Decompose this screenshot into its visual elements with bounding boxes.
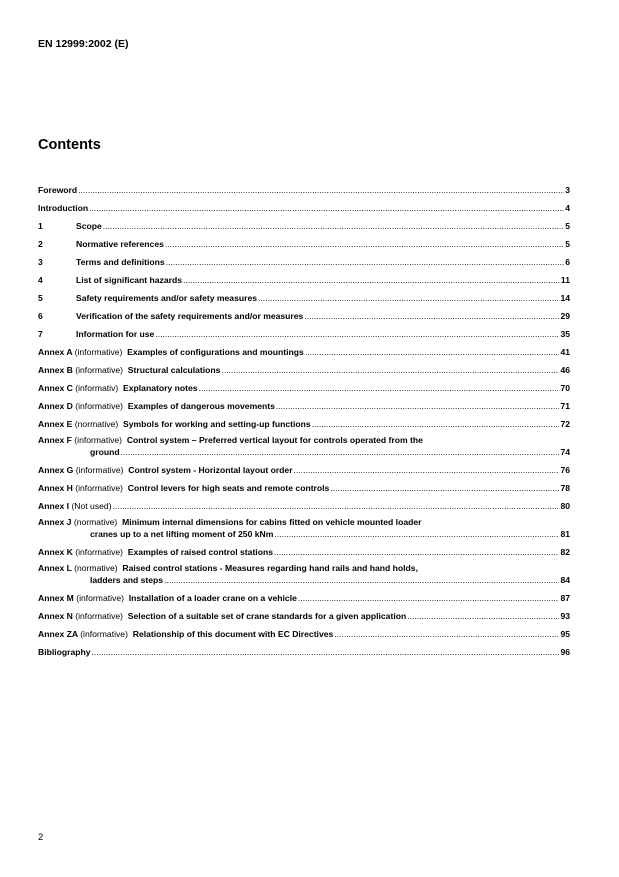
dot-leader [274, 529, 559, 539]
toc-page-number: 76 [560, 465, 570, 475]
dot-leader [330, 483, 559, 493]
toc-page-number: 29 [560, 311, 570, 321]
annex-kind: (informative) [75, 401, 124, 411]
toc-label: Minimum internal dimensions for cabins fitted on vehicle mounted loader [122, 517, 422, 527]
toc-entry-annex-k[interactable] [38, 539, 570, 557]
annex-kind: (informative) [74, 347, 123, 357]
annex-kind: (informative) [75, 611, 124, 621]
dot-leader [92, 647, 560, 657]
toc-page-number: 82 [560, 547, 570, 557]
toc-entry-annex-d[interactable] [38, 393, 570, 411]
toc-page-number: 11 [560, 275, 570, 285]
toc-label: Examples of raised control stations [127, 547, 273, 557]
dot-leader [312, 419, 560, 429]
clause-number: 7 [38, 329, 43, 339]
dot-leader [103, 221, 564, 231]
clause-number: 6 [38, 311, 43, 321]
dot-leader [305, 347, 560, 357]
toc-page-number: 71 [560, 401, 570, 411]
clause-number: 5 [38, 293, 43, 303]
toc-label: Verification of the safety requirements and/or measures [76, 311, 304, 321]
dot-leader [334, 629, 559, 639]
toc-page-number: 5 [565, 221, 570, 231]
dot-leader [298, 593, 560, 603]
annex-id: Annex C [38, 383, 73, 393]
toc-label: Control levers for high seats and remote controls [127, 483, 330, 493]
toc-label-continued: ground [90, 447, 120, 457]
toc-entry-annex-h[interactable] [38, 475, 570, 493]
toc-entry-clause-6[interactable] [38, 303, 570, 321]
annex-kind: (informative) [74, 435, 123, 445]
toc-label: Selection of a suitable set of crane standards for a given application [127, 611, 407, 621]
toc-entry-annex-c[interactable] [38, 375, 570, 393]
annex-id: Annex F [38, 435, 72, 445]
table-of-contents [38, 177, 570, 657]
clause-number: 3 [38, 257, 43, 267]
annex-kind: (normative) [73, 517, 118, 527]
annex-kind: (informative) [75, 465, 124, 475]
annex-kind: (Not used) [71, 501, 112, 511]
annex-id: Annex J [38, 517, 72, 527]
annex-kind: (informative) [75, 483, 124, 493]
toc-entry-clause-1[interactable] [38, 213, 570, 231]
toc-entry-clause-2[interactable] [38, 231, 570, 249]
toc-label: Structural calculations [127, 365, 221, 375]
toc-page-number: 95 [560, 629, 570, 639]
dot-leader [274, 547, 559, 557]
dot-leader [78, 185, 564, 195]
annex-id: Annex D [38, 401, 73, 411]
toc-page-number: 4 [565, 203, 570, 213]
toc-entry-annex-l[interactable] [38, 557, 570, 585]
toc-label: Relationship of this document with EC Directives [132, 629, 334, 639]
dot-leader [276, 401, 560, 411]
toc-page-number: 80 [560, 501, 570, 511]
toc-label: List of significant hazards [76, 275, 183, 285]
annex-id: Annex M [38, 593, 74, 603]
toc-page-number: 87 [560, 593, 570, 603]
dot-leader [121, 447, 560, 457]
toc-entry-clause-7[interactable] [38, 321, 570, 339]
annex-kind: (normative) [74, 563, 118, 573]
toc-page-number: 93 [560, 611, 570, 621]
toc-label: Safety requirements and/or safety measures [76, 293, 258, 303]
annex-kind: (informativ) [75, 383, 119, 393]
dot-leader [165, 239, 564, 249]
dot-leader [294, 465, 560, 475]
toc-label: Explanatory notes [123, 383, 198, 393]
toc-entry-annex-a[interactable] [38, 339, 570, 357]
toc-page-number: 84 [560, 575, 570, 585]
clause-number: 2 [38, 239, 43, 249]
toc-entry-introduction[interactable] [38, 195, 570, 213]
toc-entry-annex-za[interactable] [38, 621, 570, 639]
annex-id: Annex L [38, 563, 72, 573]
toc-label: Introduction [38, 203, 89, 213]
toc-entry-clause-3[interactable] [38, 249, 570, 267]
toc-entry-annex-m[interactable] [38, 585, 570, 603]
toc-page-number: 74 [560, 447, 570, 457]
annex-id: Annex H [38, 483, 73, 493]
clause-number: 1 [38, 221, 43, 231]
dot-leader [89, 203, 564, 213]
toc-page-number: 35 [560, 329, 570, 339]
annex-id: Annex E [38, 419, 73, 429]
annex-kind: (informative) [80, 629, 128, 639]
annex-id: Annex G [38, 465, 74, 475]
clause-number: 4 [38, 275, 43, 285]
toc-entry-annex-n[interactable] [38, 603, 570, 621]
toc-label: Foreword [38, 185, 78, 195]
toc-label: Control system - Horizontal layout order [128, 465, 293, 475]
toc-entry-clause-5[interactable] [38, 285, 570, 303]
toc-page-number: 46 [560, 365, 570, 375]
annex-id: Annex B [38, 365, 73, 375]
annex-id: Annex A [38, 347, 73, 357]
toc-label: Installation of a loader crane on a vehicle [128, 593, 297, 603]
page-number: 2 [38, 832, 44, 843]
annex-id: Annex N [38, 611, 73, 621]
toc-label: Raised control stations - Measures regarding hand rails and hand holds, [122, 563, 418, 573]
annex-kind: (informative) [75, 365, 124, 375]
toc-page-number: 81 [560, 529, 570, 539]
toc-page-number: 70 [560, 383, 570, 393]
annex-kind: (informative) [76, 593, 124, 603]
page-title: Contents [38, 137, 101, 153]
toc-entry-annex-i[interactable] [38, 493, 570, 511]
annex-kind: (normative) [74, 419, 119, 429]
toc-label: Scope [76, 221, 102, 231]
toc-page-number: 78 [560, 483, 570, 493]
toc-page-number: 6 [565, 257, 570, 267]
dot-leader [155, 329, 559, 339]
toc-entry-annex-g[interactable] [38, 457, 570, 475]
dot-leader [221, 365, 559, 375]
annex-id: Annex ZA [38, 629, 78, 639]
toc-label: Examples of configurations and mountings [127, 347, 304, 357]
annex-kind: (informative) [75, 547, 124, 557]
toc-entry-foreword[interactable] [38, 177, 570, 195]
toc-page-number: 96 [560, 647, 570, 657]
toc-page-number: 41 [560, 347, 570, 357]
toc-page-number: 72 [560, 419, 570, 429]
annex-id: Annex K [38, 547, 73, 557]
toc-entry-annex-e[interactable] [38, 411, 570, 429]
toc-label-continued: ladders and steps [90, 575, 164, 585]
toc-label: Symbols for working and setting-up functions [123, 419, 311, 429]
dot-leader [183, 275, 560, 285]
dot-leader [166, 257, 565, 267]
toc-label: Examples of dangerous movements [127, 401, 275, 411]
toc-label: Terms and definitions [76, 257, 165, 267]
dot-leader [164, 575, 559, 585]
annex-id: Annex I [38, 501, 70, 511]
toc-page-number: 14 [560, 293, 570, 303]
toc-entry-annex-b[interactable] [38, 357, 570, 375]
dot-leader [113, 501, 560, 511]
dot-leader [304, 311, 559, 321]
document-id: EN 12999:2002 (E) [38, 38, 129, 50]
dot-leader [407, 611, 559, 621]
toc-page-number: 3 [565, 185, 570, 195]
toc-label: Control system – Preferred vertical layout for controls operated from the [126, 435, 423, 445]
dot-leader [199, 383, 560, 393]
toc-entry-annex-f[interactable] [38, 429, 570, 457]
toc-label: Normative references [76, 239, 164, 249]
toc-entry-bibliography[interactable] [38, 639, 570, 657]
toc-page-number: 5 [565, 239, 570, 249]
dot-leader [258, 293, 559, 303]
toc-label-continued: cranes up to a net lifting moment of 250 kNm [90, 529, 274, 539]
toc-label: Bibliography [38, 647, 91, 657]
toc-label: Information for use [76, 329, 155, 339]
toc-entry-annex-j[interactable] [38, 511, 570, 539]
toc-entry-clause-4[interactable] [38, 267, 570, 285]
